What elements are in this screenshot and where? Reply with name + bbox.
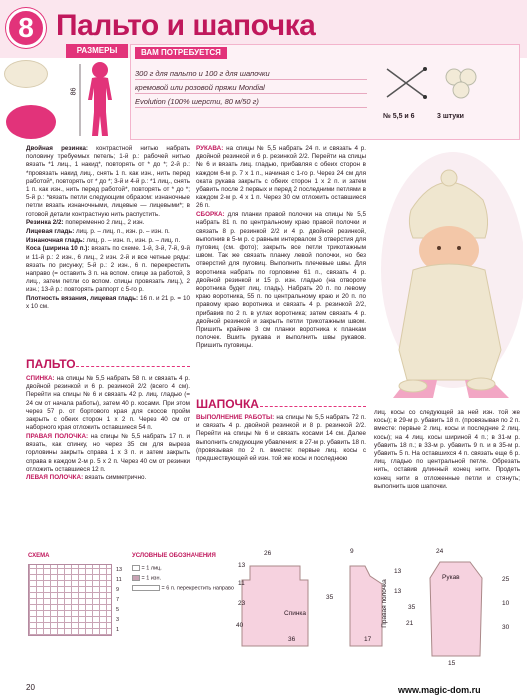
dim-35b: 35 — [408, 604, 416, 611]
cable-chart-grid — [28, 564, 112, 636]
coat-instructions: СПИНКА: на спицы № 5,5 набрать 58 п. и связать 4 р. двойной резинкой и 6 р. резинкой 2/2 (всего 4 см). Перейти на спицы № 6 и связать 42 р. лиц. гладью (= 24 см от начала работы), затем 40 р. косами. При этом через 57 р. от бортового края для скосов пройм закрыть с обеих сторон 1 х 2 п. Через 40 см от наборного края отложить оставшиеся 54 п. ПРАВАЯ ПОЛОЧКА: на спицы № 5,5 набрать 17 п. и вязать, как спинку, но через 35 см для выреза горловины закрыть справа 1 х 3 п. и затем закрыть справа в каждом 2-м р. 5 х 2 п. Через 40 см от резинки отложить оставшиеся 12 п. ЛЕВАЯ ПОЛОЧКА: вязать симметрично. — [26, 375, 190, 482]
dim-23: 23 — [238, 600, 246, 607]
chart-row-7: 7 — [116, 597, 120, 603]
legend-cable: = 6 п. перекрестить направо — [132, 585, 234, 591]
dim-35: 35 — [326, 594, 334, 601]
materials-line-1: 300 г для пальто и 100 г для шапочки — [135, 69, 367, 80]
site-watermark: www.magic-dom.ru — [398, 685, 481, 695]
coat-divider — [76, 366, 190, 367]
dim-15: 15 — [448, 660, 456, 667]
baby-silhouette-icon — [70, 60, 126, 138]
yarn-photo — [0, 50, 62, 140]
chart-row-13: 13 — [116, 567, 123, 573]
instructions-column-1: Двойная резинка: контрастной нитью набрать половину требуемых петель; 1-й р.: рабочей нитью вязать *1 лиц., 1 накид*, повторять от * до *; 2-й р.: *провязать накид лиц., снять 1 п. как изн., нить перед работой*, повторять от * до *; 3-й и 4-й р.: *1 лиц., снять 1 п. как изн., нить перед работой*, повторять от * до *; 5-й р.: *вязать петли следующим образом: изнаночные петли вязать изнаночными, лицевые — лицевыми*; в готовой детали контрастную нить распустить. Резинка 2/2: попеременно 2 лиц., 2 изн. Лицевая гладь: лиц. р. – лиц. п., изн. р. – изн. п. Изнаночная гладь: лиц. р. – изн. п., изн. р. – лиц. п. Коса (ширина 10 п.): вязать по схеме. 1-й, 3-й, 7-й, 9-й и 11-й р.: 2 изн., 6 лиц., 2 изн. 2-й и все четные ряды: вязать по рисунку; 5-й р.: 2 изн., 6 п. перекрестить направо (= оставить 3 п. на вспом. спице за работой, 3 лиц., затем петли со вспом. спицы провязать лиц.), 2 изн.; 13-й р.: повторять раппорт с 5-го р. Плотность вязания, лицевая гладь: 16 п. и 21 р. = 10 х 10 см. — [26, 145, 190, 311]
pattern-number-badge: 8 — [6, 8, 46, 48]
dim-13b: 13 — [394, 568, 402, 575]
materials-line-2: кремовой или розовой пряжи Mondial — [135, 83, 367, 94]
dim-13: 13 — [238, 562, 246, 569]
scheme-label: СХЕМА — [28, 553, 50, 559]
dim-36: 36 — [288, 636, 296, 643]
chart-row-5: 5 — [116, 607, 120, 613]
baby-coat-photo — [373, 150, 523, 400]
needles-size: № 5,5 и 6 — [383, 113, 415, 120]
sleeve-piece-label: Рукав — [442, 574, 460, 581]
buttons-count: 3 штуки — [437, 113, 464, 120]
legend-label: УСЛОВНЫЕ ОБОЗНАЧЕНИЯ — [132, 553, 216, 559]
instructions-column-2: РУКАВА: на спицы № 5,5 набрать 24 п. и связать 4 р. двойной резинкой и 6 р. резинкой 2/2. Перейти на спицы № 6 и вязать лиц. гладью, прибавляя с обеих сторон в каждом 6-м р. 7 х 1 п., начиная с 1-го р. Через 24 см для оката рукава закрыть с обеих сторон 1 х 2 п. и затем убавить после 2 первых и перед 2 последними петлями в каждом 2-м р. 4 х 1 п. Через 30 см отложить оставшиеся 26 п. СБОРКА: для планки правой полочки на спицы № 5,5 набрать 81 п. по центральному краю правой полочки и связать 8 р. резинкой 2/2 и 4 р. двойной резинкой, выполнив в 5-м р. с равным интервалом 3 отверстия для пуговиц (см. фото); закрыть все петли трикотажным швом. Так же связать планку левой полочки, но без отверстий для пуговиц. Выполнить плечевые швы. Для воротника набрать по горловине 61 п., связать 4 р. двойной резинкой и 15 р. изн. гладью (на отворотe воротника будет лиц. гладь). Набрать 20 п. по левому краю воротника, 55 п. по центральному краю и 20 п. по правому краю воротника и связать 4 р. резинкой 2/2, прибавив по 2 п. в углах воротника; затем связать 4 р. двойной резинкой и закрыть петли трикотажным швом. Пришить крайние 3 см планки воротника к планкам полочек. Вшить рукава и выполнить швы рукавов. Пришить пуговицы. — [196, 145, 366, 350]
dim-9: 9 — [350, 548, 354, 555]
knit-symbol-icon — [132, 565, 140, 571]
materials-box — [130, 44, 520, 140]
dim-24: 24 — [436, 548, 444, 555]
dim-17: 17 — [364, 636, 372, 643]
dim-40: 40 — [236, 622, 244, 629]
height-value: 86 — [70, 87, 78, 96]
legend-purl: = 1 изн. — [132, 575, 161, 581]
page-title: Пальто и шапочка — [56, 9, 316, 42]
legend-knit: = 1 лиц. — [132, 565, 162, 571]
page-number: 20 — [26, 683, 35, 692]
materials-label: ВАМ ПОТРЕБУЕТСЯ — [135, 47, 227, 59]
knitting-needles-icon — [381, 63, 431, 103]
coat-heading: ПАЛЬТО — [26, 357, 76, 371]
dim-26: 26 — [264, 550, 272, 557]
cable-symbol-icon — [132, 585, 160, 591]
front-piece-label: Правая полочка — [380, 579, 388, 628]
instructions-column-3: лиц. косы со следующей за ней изн. той же косы); в 29-м р. убавить 18 п. (провязывая по 2 п. вместе: первые 2 лиц. косы и последние 2 лиц. косы); на 4 лиц. косы шириной 4 п.; в 31-м р. убавить 18 п.; в 33-м р. убавить 9 п. и в 35-м р. убавить 5 п. На оставшихся 4 п. связать еще 6 р. лиц. гладью по центральной петле. Обрезать нить, оставив длинный конец нити. Продеть конец нити в отложенные петли и стянуть; выполнить шов шапочки. — [374, 409, 520, 490]
dim-10: 10 — [502, 600, 510, 607]
hat-divider — [260, 406, 366, 407]
pattern-pieces — [230, 548, 520, 678]
hat-heading: ШАПОЧКА — [196, 397, 259, 411]
chart-row-11: 11 — [116, 577, 122, 583]
hat-instructions: ВЫПОЛНЕНИЕ РАБОТЫ: на спицы № 5,5 набрать 72 п. и связать 4 р. двойной резинкой и 8 р. резинкой 2/2. Перейти на спицы № 6 и связать косами 14 см. Далее выполнить следующие убавления: в 27-м р. убавить 18 п. (провязывая по 2 п. вместе: первые лиц. косы с предшествующей ей изн. той же косы и последнюю — [196, 414, 366, 463]
cream-yarn-ball-image — [4, 60, 48, 88]
buttons-icon — [441, 63, 481, 103]
chart-row-3: 3 — [116, 617, 120, 623]
dim-30: 30 — [502, 624, 510, 631]
chart-row-9: 9 — [116, 587, 120, 593]
materials-line-3: Evolution (100% шерсти, 80 м/50 г) — [135, 97, 367, 108]
dim-11: 11 — [238, 580, 245, 587]
dim-21: 21 — [406, 620, 414, 627]
back-piece-label: Спинка — [284, 610, 307, 617]
purl-symbol-icon — [132, 575, 140, 581]
chart-row-1: 1 — [116, 627, 120, 633]
dim-13c: 13 — [394, 588, 402, 595]
dim-25: 25 — [502, 576, 510, 583]
pink-yarn-ball-image — [6, 105, 56, 139]
sizes-label: РАЗМЕРЫ — [66, 44, 128, 58]
